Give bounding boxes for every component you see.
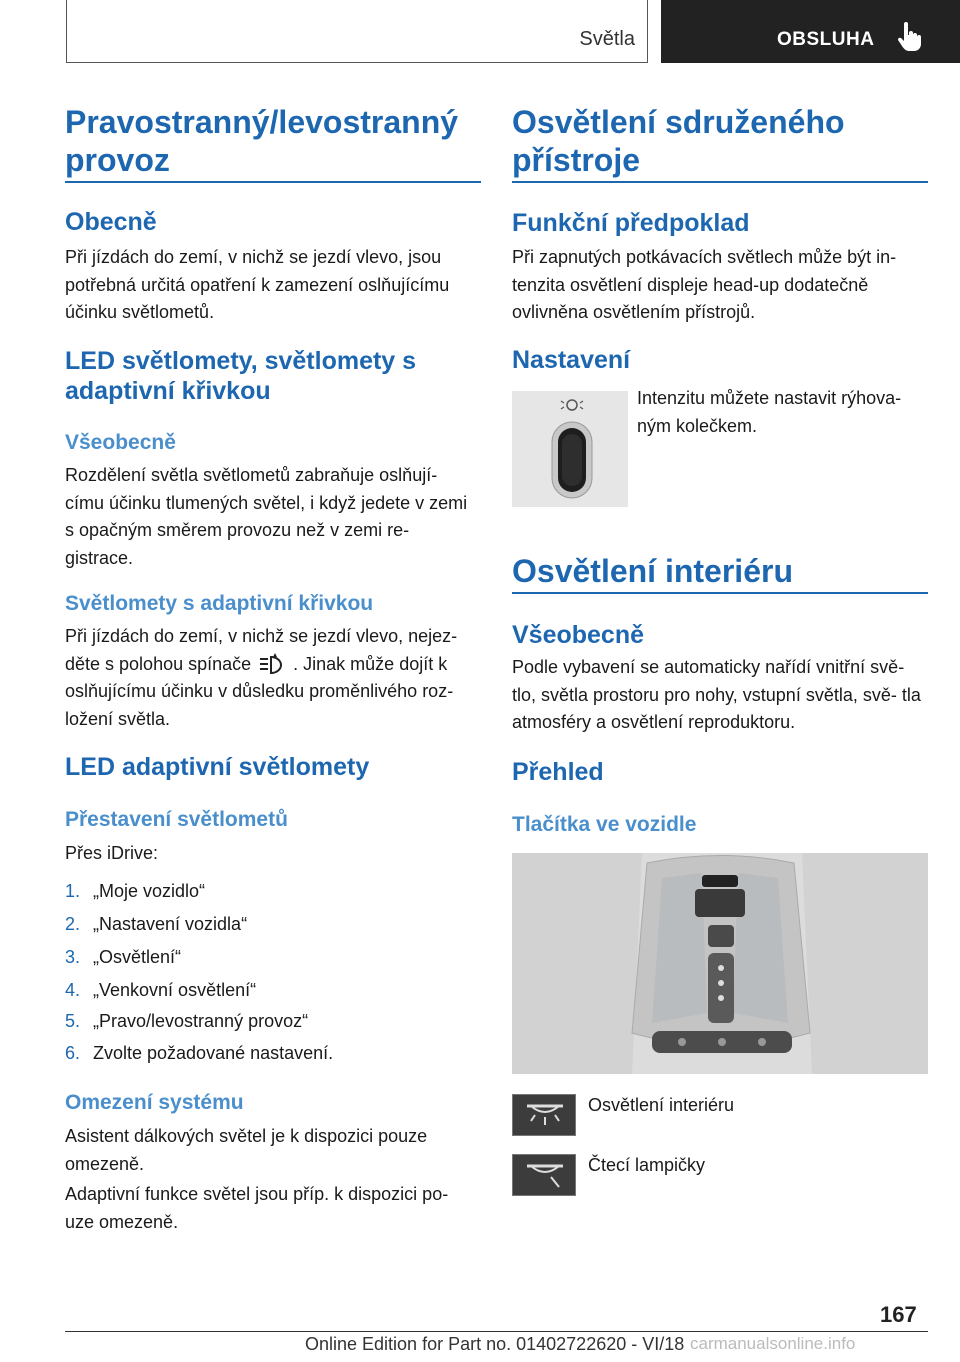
text-prerequisite: Při zapnutých potkávacích světlech může být in- tenzita osvětlení displeje head-up dodatečně ovlivněna osvětlením přístrojů. [512,247,897,322]
list-item-text: „Venkovní osvětlení“ [93,980,257,1000]
heading-buttons-in-vehicle: Tlačítka ve vozidle [512,813,697,836]
list-item-text: Zvolte požadované nastavení. [93,1043,334,1063]
overhead-console-image [512,853,928,1074]
thumbwheel-icon [512,391,628,507]
reading-light-button-icon [512,1154,576,1196]
heading-general: Obecně [65,208,157,236]
text-adaptive-curve-part2: . Jinak může dojít k oslňujícímu účinku v důsledku proměnlivého roz- ložení světla. [65,653,454,729]
heading-led-headlights: LED světlomety, světlomety s adaptivní křivkou [65,347,417,405]
thumbwheel-image [512,391,628,507]
text-adaptive-curve-part1: Při jízdách do zemí, v nichž se jezdí vlevo, nejez- děte s polohou spínače [65,626,458,674]
heading-system-limits: Omezení systému [65,1091,244,1114]
list-item-number: 1. [65,881,81,901]
label-interior-lighting: Osvětlení interiéru [588,1095,735,1115]
header-chapter-title: OBSLUHA [777,29,875,50]
footer-edition: Online Edition for Part no. 01402722620 - VI/18 [305,1334,685,1354]
list-item-text: „Nastavení vozidla“ [93,914,248,934]
text-thumbwheel: Intenzitu můžete nastavit rýhova- ným kolečkem. [637,388,902,436]
header-section-tab [66,0,648,63]
list-item-number: 2. [65,914,81,934]
page-number: 167 [880,1302,917,1327]
list-item-number: 6. [65,1043,81,1063]
heading-general-2: Všeobecně [65,431,176,454]
heading-rule [512,181,928,183]
heading-overview: Přehled [512,758,604,786]
heading-instrument-lighting: Osvětlení sdruženého přístroje [512,104,845,178]
heading-general-right: Všeobecně [512,621,645,649]
overhead-console-icon [512,853,928,1074]
footer-rule [65,1331,928,1332]
list-item-number: 3. [65,947,81,967]
heading-prerequisite: Funkční předpoklad [512,209,750,237]
list-item-number: 4. [65,980,81,1000]
list-item-text: „Osvětlení“ [93,947,182,967]
interior-light-button-icon [512,1094,576,1136]
list-item-number: 5. [65,1011,81,1031]
text-light-distribution: Rozdělení světla světlometů zabraňuje oslňují- címu účinku tlumených světel, i když jedete v zemi s opačným směrem provozu než v zemi re- gistrace. [65,465,468,568]
pointing-hand-icon [897,22,923,52]
text-adaptive-limited: Adaptivní funkce světel jsou příp. k dispozici po- uze omezeně. [65,1184,449,1232]
text-high-beam-limited: Asistent dálkových světel je k dispozici pouze omezeně. [65,1126,428,1174]
watermark: carmanualsonline.info [690,1334,856,1353]
list-item-text: „Moje vozidlo“ [93,881,206,901]
heading-adjust-headlights: Přestavení světlometů [65,808,288,831]
heading-left-hand-traffic: Pravostranný/levostranný provoz [65,104,459,178]
list-item-text: „Pravo/levostranný provoz“ [93,1011,309,1031]
heading-rule [65,181,481,183]
header-section-title: Světla [579,28,635,50]
heading-settings: Nastavení [512,346,631,374]
header-chapter-tab [661,0,960,63]
text-general: Při jízdách do zemí, v nichž se jezdí vlevo, jsou potřebná určitá opatření k zamezení oslňujícímu účinku světlometů. [65,247,450,322]
heading-led-adaptive: LED adaptivní světlomety [65,753,370,781]
heading-interior-lighting: Osvětlení interiéru [512,553,793,589]
headlight-switch-icon [257,653,287,677]
text-via-idrive: Přes iDrive: [65,843,159,863]
label-reading-lamps: Čtecí lampičky [588,1155,706,1175]
text-interior-general: Podle vybavení se automaticky nařídí vnitřní svě- tlo, světla prostoru pro nohy, vstupní světla, svě- tla atmosféry a osvětlení reproduktoru. [512,657,921,732]
text-adaptive-curve [65,623,481,733]
heading-adaptive-curve: Světlomety s adaptivní křivkou [65,592,374,615]
heading-rule [512,592,928,594]
